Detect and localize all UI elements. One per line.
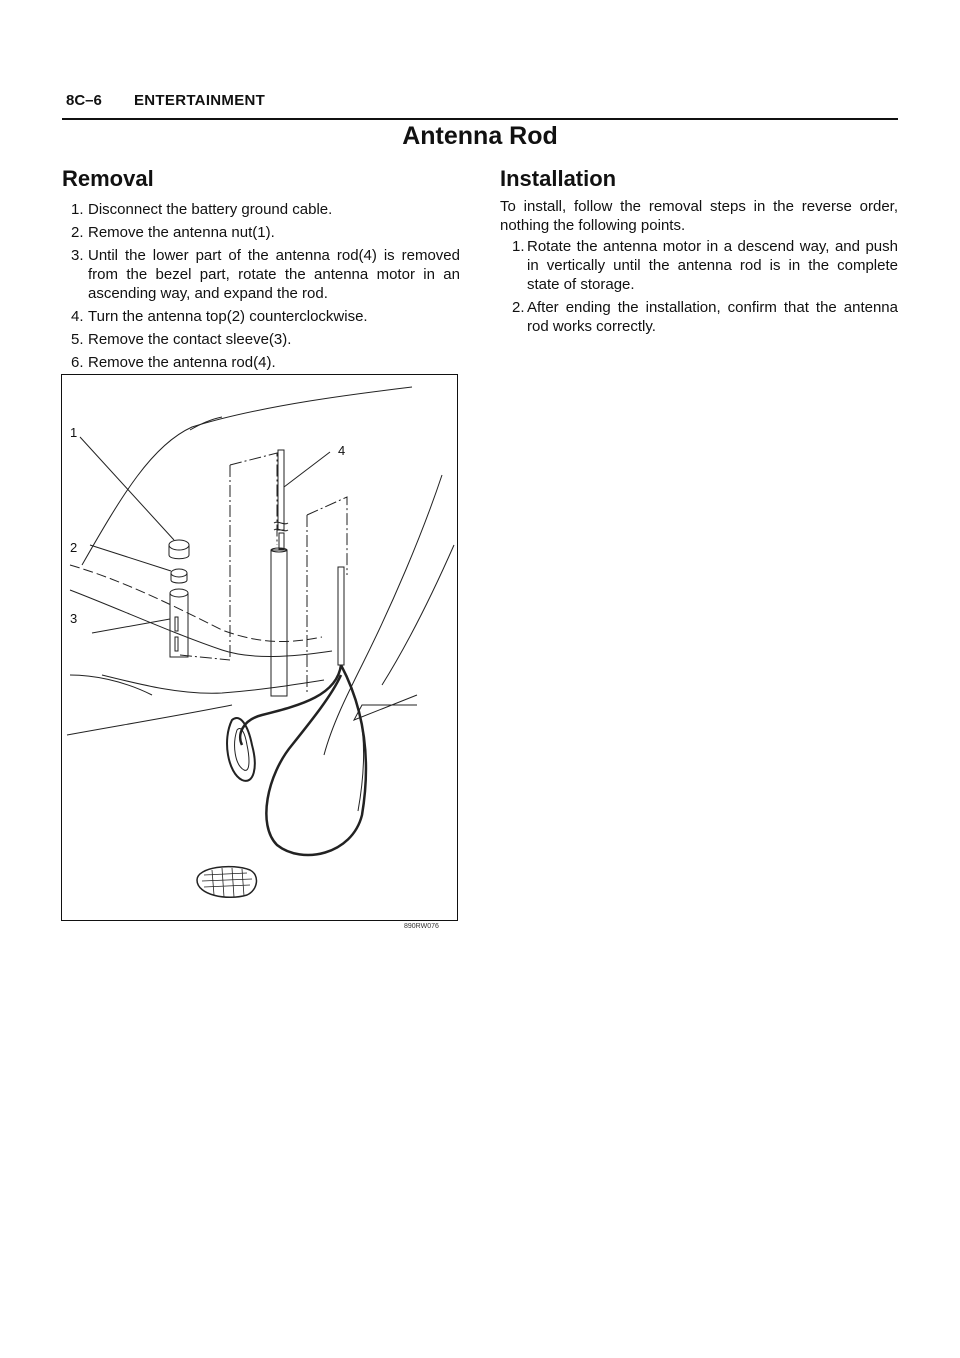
removal-heading: Removal: [62, 166, 154, 191]
callout-1: 1: [70, 425, 78, 440]
removal-steps: [62, 200, 460, 372]
callout-3: 3: [70, 611, 78, 626]
page-header: [62, 92, 898, 120]
removal-step: 4. Turn the antenna top(2) counterclockwise.: [71, 308, 368, 325]
page-code: 8C–6: [66, 92, 102, 109]
installation-steps: [500, 237, 898, 336]
section-title: ENTERTAINMENT: [134, 92, 266, 109]
callout-4: 4: [338, 443, 346, 458]
installation-heading: Installation: [500, 166, 617, 191]
antenna-diagram: [61, 374, 458, 921]
removal-step: 3. Until the lower part of the antenna rod(4) is removed from the bezel part, rotate the antenna motor in an ascending way, and expand the rod.: [71, 247, 460, 302]
page-title: Antenna Rod: [402, 122, 558, 150]
removal-step: 6. Remove the antenna rod(4).: [71, 354, 276, 371]
removal-step: 1. Disconnect the battery ground cable.: [71, 201, 333, 218]
figure-id: 890RW076: [404, 923, 439, 930]
removal-column: [62, 164, 460, 376]
installation-step: 1. Rotate the antenna motor in a descend way, and push in vertically until the antenna rod is in the complete state of storage.: [512, 238, 898, 293]
callout-2: 2: [70, 540, 78, 555]
removal-step: 2. Remove the antenna nut(1).: [71, 224, 275, 241]
removal-step: 5. Remove the contact sleeve(3).: [71, 331, 292, 348]
installation-step: 2. After ending the installation, confirm that the antenna rod works correctly.: [512, 299, 898, 335]
installation-column: [500, 164, 898, 340]
installation-intro: To install, follow the removal steps in the reverse order, nothing the following points.: [500, 198, 898, 234]
